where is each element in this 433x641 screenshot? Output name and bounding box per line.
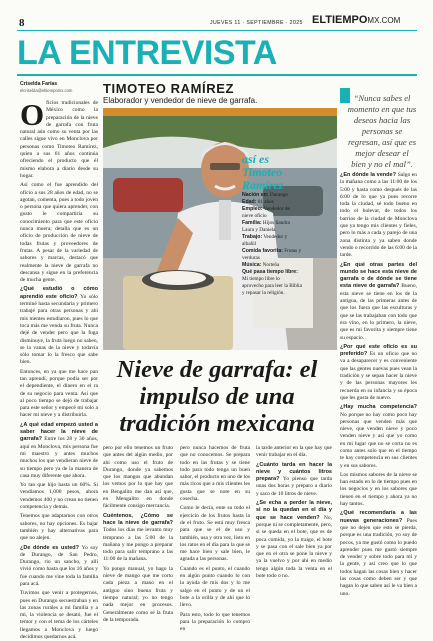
profile-label: Trabajo:: [242, 234, 263, 240]
profile-item: [242, 234, 302, 248]
article-paragraph: [340, 472, 417, 508]
article-paragraph: [340, 172, 417, 260]
article-paragraph: [103, 513, 173, 564]
article-paragraph: [20, 97, 98, 180]
profile-value: Durango: [269, 192, 288, 198]
article-paragraph: [20, 590, 98, 641]
article-paragraph: [256, 500, 332, 580]
brand-suffix: MX: [367, 16, 380, 25]
interview-question: ¿Hay mucha competencia?: [340, 404, 417, 411]
paragraph-text: No porque no hay como poco hay personas que venden más que nieve, que venden nieve y poco venden nieve y así que yo como en mi lugar que no se corta no es como antes solo que en el tiempo te hay competencia en sus clientes y en sus sabores.: [340, 411, 417, 469]
profile-label: Qué pasa tiempo libre:: [242, 269, 298, 275]
interview-question: ¿Por qué este oficio es su preferido?: [340, 343, 417, 358]
pull-quote: “Nunca sabes el momento en que tus deseos hacia las personas se regresan, así que es mejor desear el bien y no el mal”.: [347, 93, 417, 169]
article-column-5: [340, 172, 417, 597]
paragraph-text: Para esto, todo lo que tenemos para la preparación lo compro en: [180, 611, 250, 633]
interview-question: ¿En qué otras partes del mundo se hace esta nieve de garrafa o de dónde se tiene esta nieve de garrafa?: [340, 261, 417, 290]
profile-value: Mi tiempo libre lo aprovecho para leer la Biblia y repasar la religión.: [242, 276, 302, 296]
interview-question: ¿De dónde es usted?: [20, 544, 82, 551]
author-email[interactable]: elcriselda@eltiempomx.com: [20, 88, 73, 93]
article-paragraph: [103, 445, 173, 511]
profile-item: [242, 269, 302, 297]
article-column-2: [103, 445, 173, 623]
profile-item: [242, 206, 302, 220]
paragraph-text: Yo soy de Durango, de San Pedro, Durango, rio un sancho, y allí vivió como hasta que los 16 años y fue cuando me vine toda la familia para acá.: [20, 544, 98, 587]
paragraph-text: Los mismos sabores de la nieve se han estado en lo de tiempo pues en los negocios y en los sabores que tienen en el tiempo y ahora ya no hay tantos.: [340, 471, 417, 508]
author-name: Criselda Farías: [20, 81, 58, 87]
article-column-1: [20, 97, 98, 641]
profile-item: [242, 248, 302, 262]
profile-box: [242, 153, 302, 297]
profile-value: Norteña: [262, 262, 280, 268]
article-paragraph: [20, 513, 98, 542]
paragraph-text: pero nunca hacemos de fruta que no conocemos. Se prepara todo en las frutas y se tiene todo para todo tenga un buen sabor, el producto en uno de los más ricos que a mis clientes les gusta que se note en su cosecha.: [180, 445, 250, 503]
article-paragraph: [256, 445, 332, 460]
interview-question: ¿A qué edad empezó usted a saber hacer la nieve de garrafa?: [20, 421, 98, 443]
profile-label: Familia:: [242, 220, 262, 226]
paragraph-text: pero por ello tenemos un fruto que antes del algún medio, por ahí como uso el fruto de Durango, donde ya sabemos que los mangos que abundan los vemos por lo que hay que en Bengalito me dan así que, en Mengalito en donde fácilmente consigo mercancía.: [103, 445, 173, 510]
paragraph-text: Pues que no dejen que esto se pierda, porque es una tradición, yo soy de pocos, ya me gustó como lo puedo aprender pues me gustó siempre de vender y sobre todo para mi y la gente, y así creo que lo que todos hagan las cosas bien y hacer las cosas como deben ser y que hagan lo que saben así le va bien a uno.: [340, 517, 417, 597]
page-number: 8: [19, 17, 25, 29]
profile-label: Nación en:: [242, 192, 269, 198]
article-paragraph: [180, 612, 250, 634]
paragraph-text: Todos los días me levanto muy temprano a las 5:00 de la mañana y me pongo a preparar todo para salir temprano a las 11:00 de la mañana.: [103, 527, 173, 563]
article-paragraph: [180, 566, 250, 610]
paragraph-text: Yo tan que hijo hasta un 60%. Si vendíamos 1,000 pesos, ahora vendemos 400 y no crean no tienen competencia y demás.: [20, 482, 98, 511]
profile-item: [242, 199, 302, 206]
article-paragraph: [20, 286, 98, 366]
header-rule: [17, 30, 417, 31]
issue-date: JUEVES 11 · SEPTIEMBRE · 2025: [210, 20, 303, 26]
profile-item: [242, 192, 302, 199]
article-paragraph: [20, 369, 98, 420]
paragraph-text: No, porque ni se completamente, pero, si se queda en el bote, que es de poca comida, yo la traigo, el bote y se pasa con el sale bien ya por que en el otra se pone la nieve y ya la vuelvo y por ahí en medio tengo algún toda la venta en el bote todo o no.: [256, 514, 332, 580]
profile-details: [242, 192, 302, 297]
interviewee-name: TIMOTEO RAMÍREZ: [103, 81, 235, 96]
paragraph-text: Tuvimos que venir a protegernos, pues en Durango secuestraban y en las zonas rurales a mi familia y a mi, la violencia se desató, fue el temor y con el tema de los cárteles llegamos a Monclova y luego decidimos quedarnos acá.: [20, 590, 98, 641]
profile-value: 61 años: [257, 199, 274, 205]
article-paragraph: [20, 422, 98, 480]
paragraph-text: la tarde anterior en la que hay que venir trabajar en el día.: [256, 445, 332, 459]
paragraph-text: Cuando es el punto, el cuando en algún punto cuando lo con la ayuda de mis dos y lo me salgo en el punto y de un el bote a la orilla y de ahí que lo llevo.: [180, 565, 250, 609]
article-column-4: [256, 445, 332, 580]
article-paragraph: [340, 510, 417, 598]
interview-question: Cuéntenos, ¿Cómo se hace la nieve de garrafa?: [103, 512, 173, 526]
paragraph-text: Como le decía, ente su todo el ejercicio de los frutos hasta la de el fruto. Se está muy fresca para que se el de uso y también, usa y otra vez, listo en los ratos en el día para la que se me hace bien y sale bien, le agrada a las personas.: [180, 505, 250, 563]
article-paragraph: [180, 445, 250, 503]
section-rule: [17, 74, 417, 76]
paragraph-text: ficios tradicionales de México como la preparación de la nieve de garrafa con fruta natural aún como su venta por las calles sigue vivo en Monclova por personas como Timoteo Ramírez, quien a sus 61 años continúa ofreciendo el producto que él mismo elabora a diario desde su hogar.: [20, 100, 98, 179]
interview-question: ¿Cuánto tarda en hacer la nieve y cuántos litros prepara?: [256, 461, 332, 483]
interview-question: ¿Qué recomendaría a las nuevas generaciones?: [340, 510, 417, 524]
paragraph-text: Yo pongo manual, yo hago la nieve de mango que me corto cada pieza a mano en el antiguo sino buena fruta y tiempo natural; yo no tengo nada mejor en procesos. Generalmente como sé la fruta de la temporada.: [103, 565, 173, 623]
drop-cap: O: [20, 97, 45, 132]
interview-question: ¿Qué estudió o cómo aprendió este oficio?: [20, 286, 98, 300]
profile-value: Frutas y verduras: [242, 248, 302, 261]
article-paragraph: [20, 482, 98, 511]
section-title: LA ENTREVISTA: [17, 34, 277, 72]
interview-question: ¿Se echa a perder la nieve, si no la quedan en el día y que se hace venden?: [256, 500, 332, 521]
article-paragraph: [180, 505, 250, 563]
article-paragraph: [340, 262, 417, 342]
article-paragraph: [20, 182, 98, 284]
profile-item: [242, 262, 302, 269]
profile-label: Comida favorita:: [242, 248, 283, 254]
paragraph-text: Salgo en la mañana como a las 11:00 de los 5:00 y hasta como después de las 6:00 de lo que ya pues recorre toda la ciudad, sé todo bueno en todo el bulevar, de todos los barrios de la ciudad de Monclova que ya tengo mis clientes y fieles, pero lo más a cada y parejo de una zona distinta y ya saben donde vendo o recorrido de las 6:00 de la tarde.: [340, 172, 417, 259]
brand-name: ELTIEMPO: [312, 14, 368, 26]
profile-value: Vendedor y albañil: [242, 234, 288, 247]
paragraph-text: Entre los 28 y 30 años, aquí en Monclova, mis persona fue mi maestro y antes muchos muchos los que vendieran nieve de su tiempo pero ya de la manera de casa muy diferente que ahora.: [20, 436, 98, 479]
paragraph-text: Tenemos que adaptarnos con otros sabores, no hay opciones. Es bajar también y hay alternativas para que no alejen.: [20, 513, 98, 542]
article-column-3: [180, 445, 250, 633]
profile-label: Empleo:: [242, 206, 263, 212]
profile-label: Edad:: [242, 199, 257, 205]
paragraph-text: Bueno, esta nieve se tiene en los de la antigua, de las primeras antes de que los fuera que las esculturas y que se las trabajaban con todo que era vino, en lo primero, la nieve, que es mi favorita y siempre tiene su espacio.: [340, 283, 417, 341]
paragraph-text: Así como el fue aprendido del oficio a sus 28 años de edad, no se agotan, comenta, pues a todo joven o persona que quiera aprender, con gusto le compartiría su conocimiento para que este oficio nunca muera; detalla que es un oficio de producción de nieve de todas frutas y proveedores de frutas. A pesar de la variedad de sabores y marcas, destacó que realmente la nieve de garrafa no descansa y sigue en la preferencia de mucha gente.: [20, 182, 98, 284]
article-paragraph: [340, 404, 417, 470]
paragraph-text: Es un oficio que no va a desaparecer y es conveniente que las gentes nuevas pues vean la tradición y se sepan hacer la nieve y de las personas mayores les recuerda en su infancia y su época que les gusta de nuevo.: [340, 351, 417, 401]
article-paragraph: [20, 545, 98, 589]
profile-value: Vendedor de nieve oficio: [242, 206, 290, 219]
article-paragraph: [103, 566, 173, 624]
article-paragraph: [256, 462, 332, 498]
profile-title: así es Timoteo Ramírez: [242, 152, 284, 192]
headline: Nieve de garrafa: el impulso de una tradición mexicana: [116, 356, 318, 437]
profile-item: [242, 220, 302, 234]
brand-domain: .COM: [379, 16, 401, 25]
interview-question: ¿En dónde la vende?: [340, 172, 398, 178]
profile-value: Hijos Sandra Laura y Daniela: [242, 220, 290, 233]
paragraph-text: Yo pienso que tarda unas dos horas y preparo a diario y saco de 10 litros de nieve.: [256, 476, 332, 497]
article-paragraph: [340, 344, 417, 402]
interviewee-role: Elaborador y vendedor de nieve de garrafa.: [103, 96, 258, 105]
newspaper-brand: [312, 14, 400, 26]
profile-label: Música:: [242, 262, 262, 268]
paragraph-text: Entonces, en ya que me hace pan tan aprendí, porque podía ser por el dependiente, el dinero en el ra de su negocio para venta. Así que al poco tiempo se dejó de trabajar para este señor y empecé mi solo a hacer mi nieve y a distribuirla.: [20, 368, 98, 419]
paragraph-text: Yo sólo terminé hasta secundaria y primero trabajé para otras personas y ahí mis mentes estudiaron, pues lo que toca más me venda su fruta. Nunca dejé de vender pero que la fuga disminuye, la fruta luego no saben, se la vanas de la nieve y todavía sólo tomar lo la fresco que sabe bien.: [20, 293, 98, 366]
